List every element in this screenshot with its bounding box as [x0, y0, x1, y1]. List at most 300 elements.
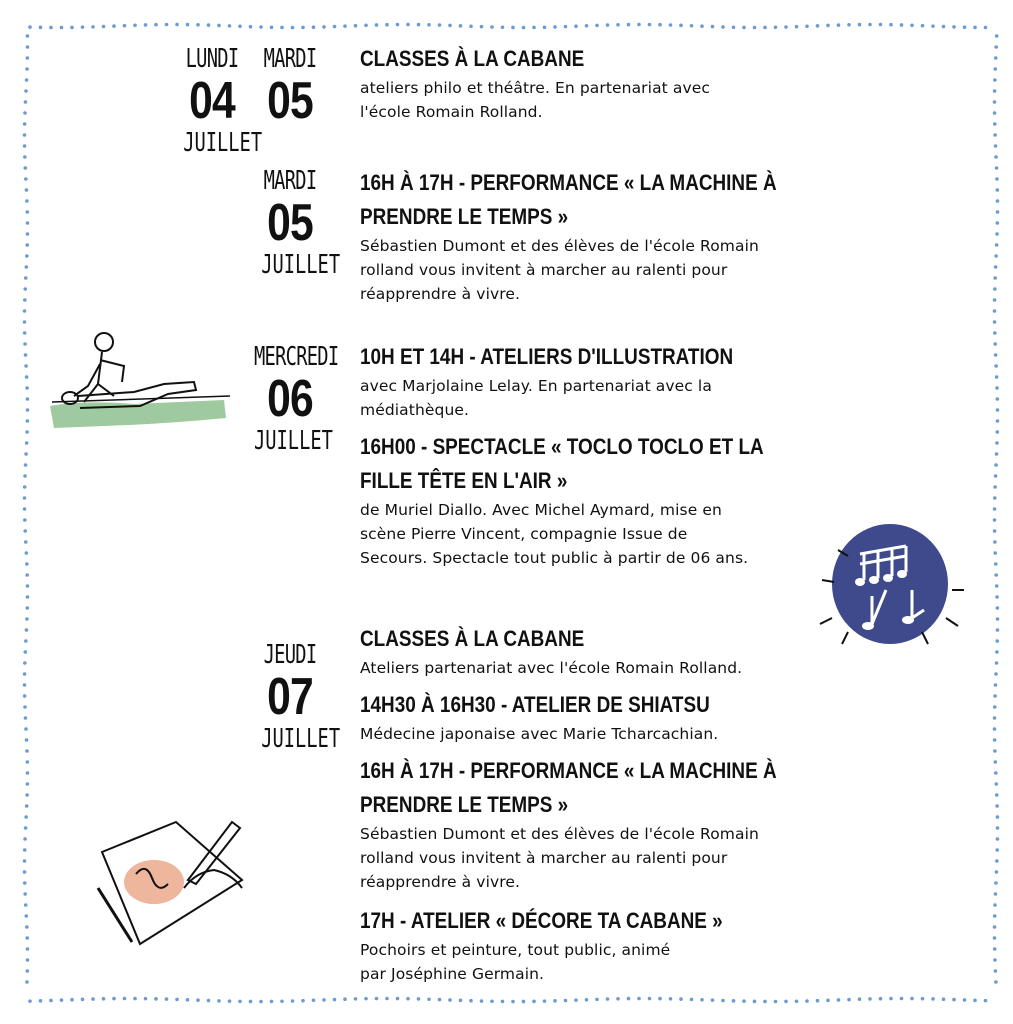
border-dot	[721, 25, 725, 29]
border-dot	[26, 947, 30, 951]
border-dot	[49, 26, 53, 30]
border-dot	[228, 999, 232, 1003]
border-dot	[25, 980, 29, 984]
border-dot	[385, 23, 389, 27]
border-dot	[154, 997, 158, 1001]
border-dot	[994, 771, 998, 775]
border-dot	[23, 111, 27, 115]
border-dot	[238, 25, 242, 29]
border-dot	[417, 997, 421, 1001]
event-title: CLASSES À LA CABANE	[360, 626, 585, 651]
border-dot	[996, 617, 1000, 621]
border-dot	[280, 26, 284, 30]
border-dot	[24, 89, 28, 93]
event-classes-cabane-2	[360, 622, 800, 680]
border-dot	[942, 997, 946, 1001]
border-dot	[721, 999, 725, 1003]
border-dot	[364, 997, 368, 1001]
border-dot	[25, 617, 29, 621]
event-title: 16H À 17H - PERFORMANCE « LA MACHINE À	[360, 170, 777, 195]
border-dot	[994, 573, 998, 577]
border-dot	[993, 298, 997, 302]
border-dot	[24, 100, 28, 104]
border-dot	[585, 24, 589, 28]
day-number: 07	[267, 668, 313, 726]
border-dot	[595, 24, 599, 28]
border-dot	[963, 25, 967, 29]
border-dot	[25, 562, 29, 566]
border-dot	[995, 441, 999, 445]
border-dot	[993, 496, 997, 500]
border-dot	[993, 705, 997, 709]
border-dot	[438, 23, 442, 27]
border-dot	[26, 232, 30, 236]
border-dot	[28, 999, 32, 1003]
border-dot	[322, 998, 326, 1002]
border-dot	[291, 26, 295, 30]
border-dot	[616, 23, 620, 27]
border-dot	[931, 997, 935, 1001]
border-dot	[837, 998, 841, 1002]
border-dot	[26, 760, 30, 764]
border-dot	[23, 474, 27, 478]
border-dot	[910, 997, 914, 1001]
massage-illustration	[44, 326, 234, 438]
border-dot	[805, 24, 809, 28]
border-dot	[606, 23, 610, 27]
border-dot	[994, 969, 998, 973]
border-dot	[742, 999, 746, 1003]
border-dot	[165, 23, 169, 27]
drawing-hand-illustration	[92, 814, 262, 954]
border-dot	[995, 870, 999, 874]
border-dot	[39, 999, 43, 1003]
border-dot	[995, 584, 999, 588]
border-dot	[994, 56, 998, 60]
month-label: JUILLET	[261, 724, 341, 754]
border-dot	[921, 24, 925, 28]
border-dot	[522, 1000, 526, 1004]
border-dot	[438, 998, 442, 1002]
border-dot	[23, 672, 27, 676]
border-dot	[868, 997, 872, 1001]
border-dot	[23, 650, 27, 654]
border-dot	[553, 25, 557, 29]
border-dot	[23, 144, 27, 148]
border-dot	[900, 23, 904, 27]
event-title: 16H00 - SPECTACLE « TOCLO TOCLO ET LA	[360, 434, 764, 459]
event-title: 17H - ATELIER « DÉCORE TA CABANE »	[360, 908, 723, 933]
border-dot	[993, 947, 997, 951]
border-dot	[993, 331, 997, 335]
border-dot	[816, 24, 820, 28]
border-dot	[993, 133, 997, 137]
border-dot	[385, 997, 389, 1001]
border-dot	[26, 45, 30, 49]
border-dot	[900, 997, 904, 1001]
border-dot	[427, 997, 431, 1001]
border-dot	[24, 914, 28, 918]
border-dot	[993, 67, 997, 71]
border-dot	[995, 859, 999, 863]
border-dot	[364, 24, 368, 28]
border-dot	[993, 78, 997, 82]
border-dot	[952, 998, 956, 1002]
border-dot	[469, 24, 473, 28]
border-dot	[301, 999, 305, 1003]
event-title: 16H À 17H - PERFORMANCE « LA MACHINE À	[360, 758, 777, 783]
border-dot	[217, 24, 221, 28]
border-dot	[996, 408, 1000, 412]
border-dot	[312, 25, 316, 29]
border-dot	[23, 166, 27, 170]
border-dot	[102, 997, 106, 1001]
border-dot	[648, 997, 652, 1001]
date-mardi-05-b	[250, 166, 341, 280]
border-dot	[23, 837, 27, 841]
event-description: avec Marjolaine Lelay. En partenariat avec la médiathèque.	[360, 377, 712, 419]
border-dot	[993, 518, 997, 522]
border-dot	[711, 998, 715, 1002]
event-title: 14H30 À 16H30 - ATELIER DE SHIATSU	[360, 692, 710, 717]
border-dot	[25, 430, 29, 434]
border-dot	[973, 999, 977, 1003]
border-dot	[553, 999, 557, 1003]
border-dot	[879, 23, 883, 27]
border-dot	[23, 342, 27, 346]
border-dot	[753, 26, 757, 30]
border-dot	[595, 998, 599, 1002]
border-dot	[889, 997, 893, 1001]
border-dot	[417, 23, 421, 27]
border-dot	[993, 529, 997, 533]
border-dot	[25, 386, 29, 390]
border-dot	[459, 24, 463, 28]
border-dot	[24, 639, 28, 643]
border-dot	[23, 309, 27, 313]
border-dot	[25, 738, 29, 742]
border-dot	[711, 25, 715, 29]
border-dot	[826, 999, 830, 1003]
event-title: CLASSES À LA CABANE	[360, 46, 585, 71]
event-description: Pochoirs et peinture, tout public, animé par Joséphine Germain.	[360, 941, 671, 983]
border-dot	[427, 23, 431, 27]
border-dot	[26, 595, 30, 599]
border-dot	[501, 25, 505, 29]
border-dot	[995, 232, 999, 236]
border-dot	[196, 998, 200, 1002]
border-dot	[732, 25, 736, 29]
border-dot	[606, 997, 610, 1001]
border-dot	[23, 331, 27, 335]
border-dot	[175, 998, 179, 1002]
border-dot	[784, 25, 788, 29]
border-dot	[996, 397, 1000, 401]
border-dot	[993, 540, 997, 544]
border-dot	[23, 892, 27, 896]
border-dot	[995, 166, 999, 170]
border-dot	[25, 188, 29, 192]
date-lundi-04	[172, 44, 263, 158]
event-ateliers-illustration	[360, 340, 800, 422]
border-dot	[25, 936, 29, 940]
event-performance-machine-1	[360, 166, 800, 306]
border-dot	[616, 997, 620, 1001]
event-description: Sébastien Dumont et des élèves de l'école Romain rolland vous invitent à marcher au ralenti pour réapprendre à vivre.	[360, 237, 759, 303]
border-dot	[24, 364, 28, 368]
border-dot	[658, 23, 662, 27]
border-dot	[280, 999, 284, 1003]
border-dot	[25, 793, 29, 797]
border-dot	[564, 25, 568, 29]
border-dot	[186, 998, 190, 1002]
day-number: 05	[267, 72, 313, 130]
day-label: JEUDI	[263, 640, 317, 670]
border-dot	[995, 177, 999, 181]
border-dot	[995, 804, 999, 808]
event-title: 10H ET 14H - ATELIERS D'ILLUSTRATION	[360, 344, 734, 369]
border-dot	[995, 452, 999, 456]
border-dot	[952, 25, 956, 29]
border-dot	[993, 694, 997, 698]
event-description: Médecine japonaise avec Marie Tcharcachian.	[360, 725, 719, 743]
border-dot	[511, 1000, 515, 1004]
day-label: MERCREDI	[254, 342, 339, 372]
border-dot	[24, 727, 28, 731]
border-dot	[25, 441, 29, 445]
border-dot	[993, 507, 997, 511]
border-dot	[543, 999, 547, 1003]
border-dot	[847, 23, 851, 27]
border-dot	[996, 837, 1000, 841]
border-dot	[994, 562, 998, 566]
border-dot	[25, 628, 29, 632]
border-dot	[993, 122, 997, 126]
border-dot	[996, 628, 1000, 632]
border-dot	[993, 738, 997, 742]
border-dot	[25, 199, 29, 203]
border-dot	[26, 969, 30, 973]
border-dot	[490, 25, 494, 29]
border-dot	[23, 485, 27, 489]
border-dot	[480, 999, 484, 1003]
border-dot	[994, 683, 998, 687]
border-dot	[26, 397, 30, 401]
border-dot	[879, 997, 883, 1001]
border-dot	[24, 276, 28, 280]
border-dot	[448, 24, 452, 28]
border-dot	[627, 23, 631, 27]
event-title-line2: PRENDRE LE TEMPS »	[360, 792, 569, 817]
border-dot	[26, 221, 30, 225]
border-dot	[91, 997, 95, 1001]
border-dot	[774, 1000, 778, 1004]
border-dot	[24, 353, 28, 357]
border-dot	[763, 1000, 767, 1004]
date-mardi-05-a	[250, 44, 330, 128]
event-atelier-shiatsu	[360, 688, 800, 746]
border-dot	[669, 23, 673, 27]
border-dot	[993, 551, 997, 555]
border-dot	[994, 144, 998, 148]
border-dot	[994, 463, 998, 467]
border-dot	[501, 1000, 505, 1004]
border-dot	[994, 364, 998, 368]
border-dot	[23, 881, 27, 885]
border-dot	[995, 243, 999, 247]
border-dot	[994, 474, 998, 478]
border-dot	[123, 997, 127, 1001]
border-dot	[375, 23, 379, 27]
border-dot	[25, 375, 29, 379]
border-dot	[995, 793, 999, 797]
day-number: 05	[267, 194, 313, 252]
border-dot	[228, 24, 232, 28]
border-dot	[23, 507, 27, 511]
border-dot	[564, 999, 568, 1003]
month-label: JUILLET	[254, 426, 333, 456]
border-dot	[354, 24, 358, 28]
border-dot	[690, 24, 694, 28]
day-number: 06	[267, 370, 313, 428]
border-dot	[648, 23, 652, 27]
border-dot	[994, 353, 998, 357]
day-label: MARDI	[263, 44, 317, 74]
border-dot	[995, 661, 999, 665]
border-dot	[993, 287, 997, 291]
border-dot	[25, 925, 29, 929]
border-dot	[23, 518, 27, 522]
border-dot	[25, 606, 29, 610]
border-dot	[25, 551, 29, 555]
border-dot	[995, 650, 999, 654]
border-dot	[993, 936, 997, 940]
border-dot	[396, 997, 400, 1001]
border-dot	[333, 25, 337, 29]
border-dot	[996, 826, 1000, 830]
border-dot	[196, 23, 200, 27]
border-dot	[24, 826, 28, 830]
border-dot	[396, 23, 400, 27]
border-dot	[574, 24, 578, 28]
border-dot	[23, 694, 27, 698]
border-dot	[669, 997, 673, 1001]
border-dot	[942, 25, 946, 29]
border-dot	[994, 782, 998, 786]
border-dot	[574, 998, 578, 1002]
border-dot	[994, 155, 998, 159]
border-dot	[995, 375, 999, 379]
border-dot	[23, 859, 27, 863]
border-dot	[102, 25, 106, 29]
border-dot	[993, 89, 997, 93]
border-dot	[522, 26, 526, 30]
music-notes-illustration	[808, 520, 978, 670]
border-dot	[207, 23, 211, 27]
border-dot	[26, 34, 30, 38]
border-dot	[238, 1000, 242, 1004]
border-dot	[91, 25, 95, 29]
border-dot	[217, 999, 221, 1003]
border-dot	[23, 320, 27, 324]
border-dot	[154, 23, 158, 27]
border-dot	[993, 903, 997, 907]
border-dot	[25, 265, 29, 269]
date-mercredi-06	[240, 342, 340, 456]
border-dot	[469, 999, 473, 1003]
border-dot	[805, 999, 809, 1003]
border-dot	[837, 23, 841, 27]
event-title-line2: PRENDRE LE TEMPS »	[360, 204, 569, 229]
border-dot	[994, 760, 998, 764]
border-dot	[123, 24, 127, 28]
border-dot	[23, 496, 27, 500]
border-dot	[301, 26, 305, 30]
border-dot	[343, 24, 347, 28]
border-dot	[23, 529, 27, 533]
border-dot	[270, 1000, 274, 1004]
event-description: ateliers philo et théâtre. En partenariat avec l'école Romain Rolland.	[360, 79, 710, 121]
border-dot	[406, 23, 410, 27]
border-dot	[993, 925, 997, 929]
border-dot	[28, 25, 32, 29]
border-dot	[81, 998, 85, 1002]
border-dot	[490, 999, 494, 1003]
border-dot	[24, 540, 28, 544]
border-dot	[312, 999, 316, 1003]
border-dot	[996, 221, 1000, 225]
border-dot	[826, 24, 830, 28]
border-dot	[343, 997, 347, 1001]
border-dot	[49, 999, 53, 1003]
border-dot	[732, 999, 736, 1003]
border-dot	[375, 997, 379, 1001]
border-dot	[995, 188, 999, 192]
border-dot	[993, 100, 997, 104]
border-dot	[993, 749, 997, 753]
border-dot	[658, 997, 662, 1001]
border-dot	[25, 67, 29, 71]
border-dot	[25, 243, 29, 247]
border-dot	[23, 298, 27, 302]
border-dot	[259, 25, 263, 29]
border-dot	[23, 661, 27, 665]
border-dot	[963, 998, 967, 1002]
border-dot	[795, 999, 799, 1003]
month-label: JUILLET	[261, 250, 341, 280]
border-dot	[112, 24, 116, 28]
border-dot	[996, 606, 1000, 610]
border-dot	[23, 705, 27, 709]
border-dot	[26, 56, 30, 60]
border-dot	[994, 892, 998, 896]
border-dot	[627, 997, 631, 1001]
date-jeudi-07	[250, 640, 341, 754]
border-dot	[70, 998, 74, 1002]
border-dot	[60, 998, 64, 1002]
border-dot	[60, 26, 64, 30]
border-dot	[858, 997, 862, 1001]
border-dot	[753, 1000, 757, 1004]
border-dot	[921, 997, 925, 1001]
day-label: LUNDI	[185, 44, 239, 74]
border-dot	[25, 78, 29, 82]
border-dot	[459, 999, 463, 1003]
border-dot	[133, 23, 137, 27]
border-dot	[24, 903, 28, 907]
border-dot	[406, 997, 410, 1001]
border-dot	[23, 287, 27, 291]
